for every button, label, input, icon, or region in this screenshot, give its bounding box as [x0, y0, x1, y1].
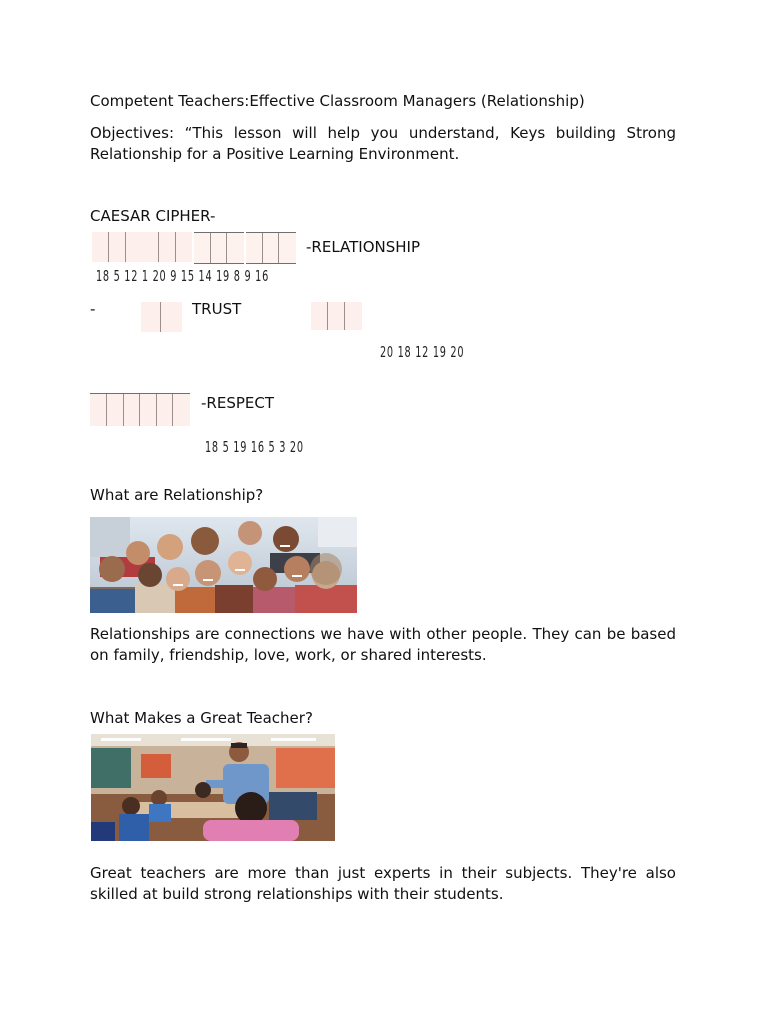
answer-box[interactable] — [279, 233, 296, 263]
respect-boxes[interactable] — [90, 393, 190, 426]
answer-box[interactable] — [157, 394, 173, 426]
relationship-label: -RELATIONSHIP — [306, 238, 420, 256]
cipher-heading: CAESAR CIPHER- — [90, 207, 216, 225]
trust-boxes-b[interactable] — [311, 302, 362, 330]
answer-box[interactable] — [107, 394, 124, 426]
answer-box[interactable] — [173, 394, 190, 426]
teacher-heading: What Makes a Great Teacher? — [90, 709, 313, 727]
page-title: Competent Teachers:Effective Classroom Managers (Relationship) — [90, 92, 585, 110]
answer-box[interactable] — [176, 232, 192, 262]
relationship-boxes-b[interactable] — [194, 232, 244, 264]
answer-box[interactable] — [246, 233, 263, 263]
relationship-cipher-numbers: 18 5 12 1 20 9 15 14 19 8 9 16 — [96, 267, 269, 285]
answer-box[interactable] — [161, 302, 182, 332]
teacher-paragraph: Great teachers are more than just experts in their subjects. They're also skilled at build strong relationships with their students. — [90, 864, 676, 903]
answer-box[interactable] — [159, 232, 176, 262]
relationships-heading: What are Relationship? — [90, 486, 264, 504]
answer-box[interactable] — [141, 302, 161, 332]
trust-label: TRUST — [192, 300, 242, 318]
trust-boxes-a[interactable] — [141, 302, 182, 332]
relationship-boxes-c[interactable] — [246, 232, 296, 264]
relationships-paragraph: Relationships are connections we have with other people. They can be based on family, friendship, love, work, or shared interests. — [90, 625, 676, 664]
answer-box[interactable] — [124, 394, 140, 426]
answer-box[interactable] — [263, 233, 279, 263]
trust-cipher-numbers: 20 18 12 19 20 — [380, 343, 465, 361]
answer-box[interactable] — [140, 394, 157, 426]
answer-box[interactable] — [311, 302, 328, 330]
answer-box[interactable] — [227, 233, 244, 263]
trust-dash: - — [90, 300, 96, 318]
group-of-friends-photo — [90, 517, 357, 613]
respect-cipher-numbers: 18 5 19 16 5 3 20 — [205, 438, 304, 456]
answer-box[interactable] — [328, 302, 345, 330]
objectives-paragraph: Objectives: “This lesson will help you understand, Keys building Strong Relationship for a Positive Learning Environment. — [90, 124, 676, 163]
answer-box[interactable] — [92, 232, 109, 262]
teacher-classroom-photo — [91, 734, 335, 841]
answer-box[interactable] — [345, 302, 362, 330]
answer-box[interactable] — [194, 233, 211, 263]
answer-box[interactable] — [126, 232, 159, 262]
relationship-boxes-a[interactable] — [92, 232, 192, 262]
answer-box[interactable] — [211, 233, 227, 263]
answer-box[interactable] — [90, 394, 107, 426]
respect-label: -RESPECT — [201, 394, 274, 412]
answer-box[interactable] — [109, 232, 126, 262]
